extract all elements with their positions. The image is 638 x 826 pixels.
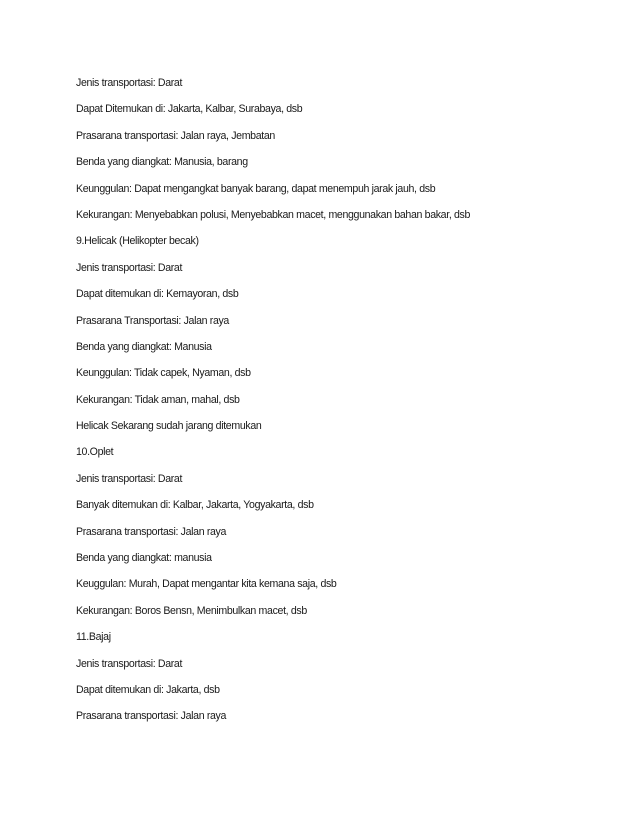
text-line: Jenis transportasi: Darat bbox=[76, 657, 183, 670]
text-line: Benda yang diangkat: manusia bbox=[76, 552, 212, 565]
text-line: Prasarana transportasi: Jalan raya bbox=[76, 710, 227, 723]
text-line: Dapat Ditemukan di: Jakarta, Kalbar, Surabaya, dsb bbox=[76, 103, 303, 116]
text-line: Kekurangan: Boros Bensn, Menimbulkan macet, dsb bbox=[76, 604, 307, 617]
text-line: Jenis transportasi: Darat bbox=[76, 472, 183, 485]
document-body bbox=[76, 70, 470, 730]
text-line: Prasarana transportasi: Jalan raya, Jembatan bbox=[76, 129, 275, 142]
text-line: Benda yang diangkat: Manusia, barang bbox=[76, 156, 248, 169]
text-line: Helicak Sekarang sudah jarang ditemukan bbox=[76, 420, 262, 433]
text-line: Jenis transportasi: Darat bbox=[76, 77, 183, 89]
text-line: Jenis transportasi: Darat bbox=[76, 261, 183, 274]
section-heading: 11.Bajaj bbox=[76, 631, 111, 644]
text-line: Benda yang diangkat: Manusia bbox=[76, 340, 212, 353]
text-line: Dapat ditemukan di: Jakarta, dsb bbox=[76, 683, 220, 696]
text-line: Keuggulan: Murah, Dapat mengantar kita kemana saja, dsb bbox=[76, 578, 337, 591]
text-line: Keunggulan: Tidak capek, Nyaman, dsb bbox=[76, 367, 251, 380]
text-line: Banyak ditemukan di: Kalbar, Jakarta, Yogyakarta, dsb bbox=[76, 499, 314, 512]
section-heading: 9.Helicak (Helikopter becak) bbox=[76, 235, 199, 248]
section-heading: 10.Oplet bbox=[76, 446, 114, 459]
text-line: Keunggulan: Dapat mengangkat banyak barang, dapat menempuh jarak jauh, dsb bbox=[76, 182, 436, 195]
text-line: Kekurangan: Menyebabkan polusi, Menyebabkan macet, menggunakan bahan bakar, dsb bbox=[76, 208, 471, 221]
text-line: Kekurangan: Tidak aman, mahal, dsb bbox=[76, 393, 240, 406]
text-line: Prasarana transportasi: Jalan raya bbox=[76, 525, 227, 538]
text-line: Prasarana Transportasi: Jalan raya bbox=[76, 314, 229, 327]
text-line: Dapat ditemukan di: Kemayoran, dsb bbox=[76, 288, 239, 301]
